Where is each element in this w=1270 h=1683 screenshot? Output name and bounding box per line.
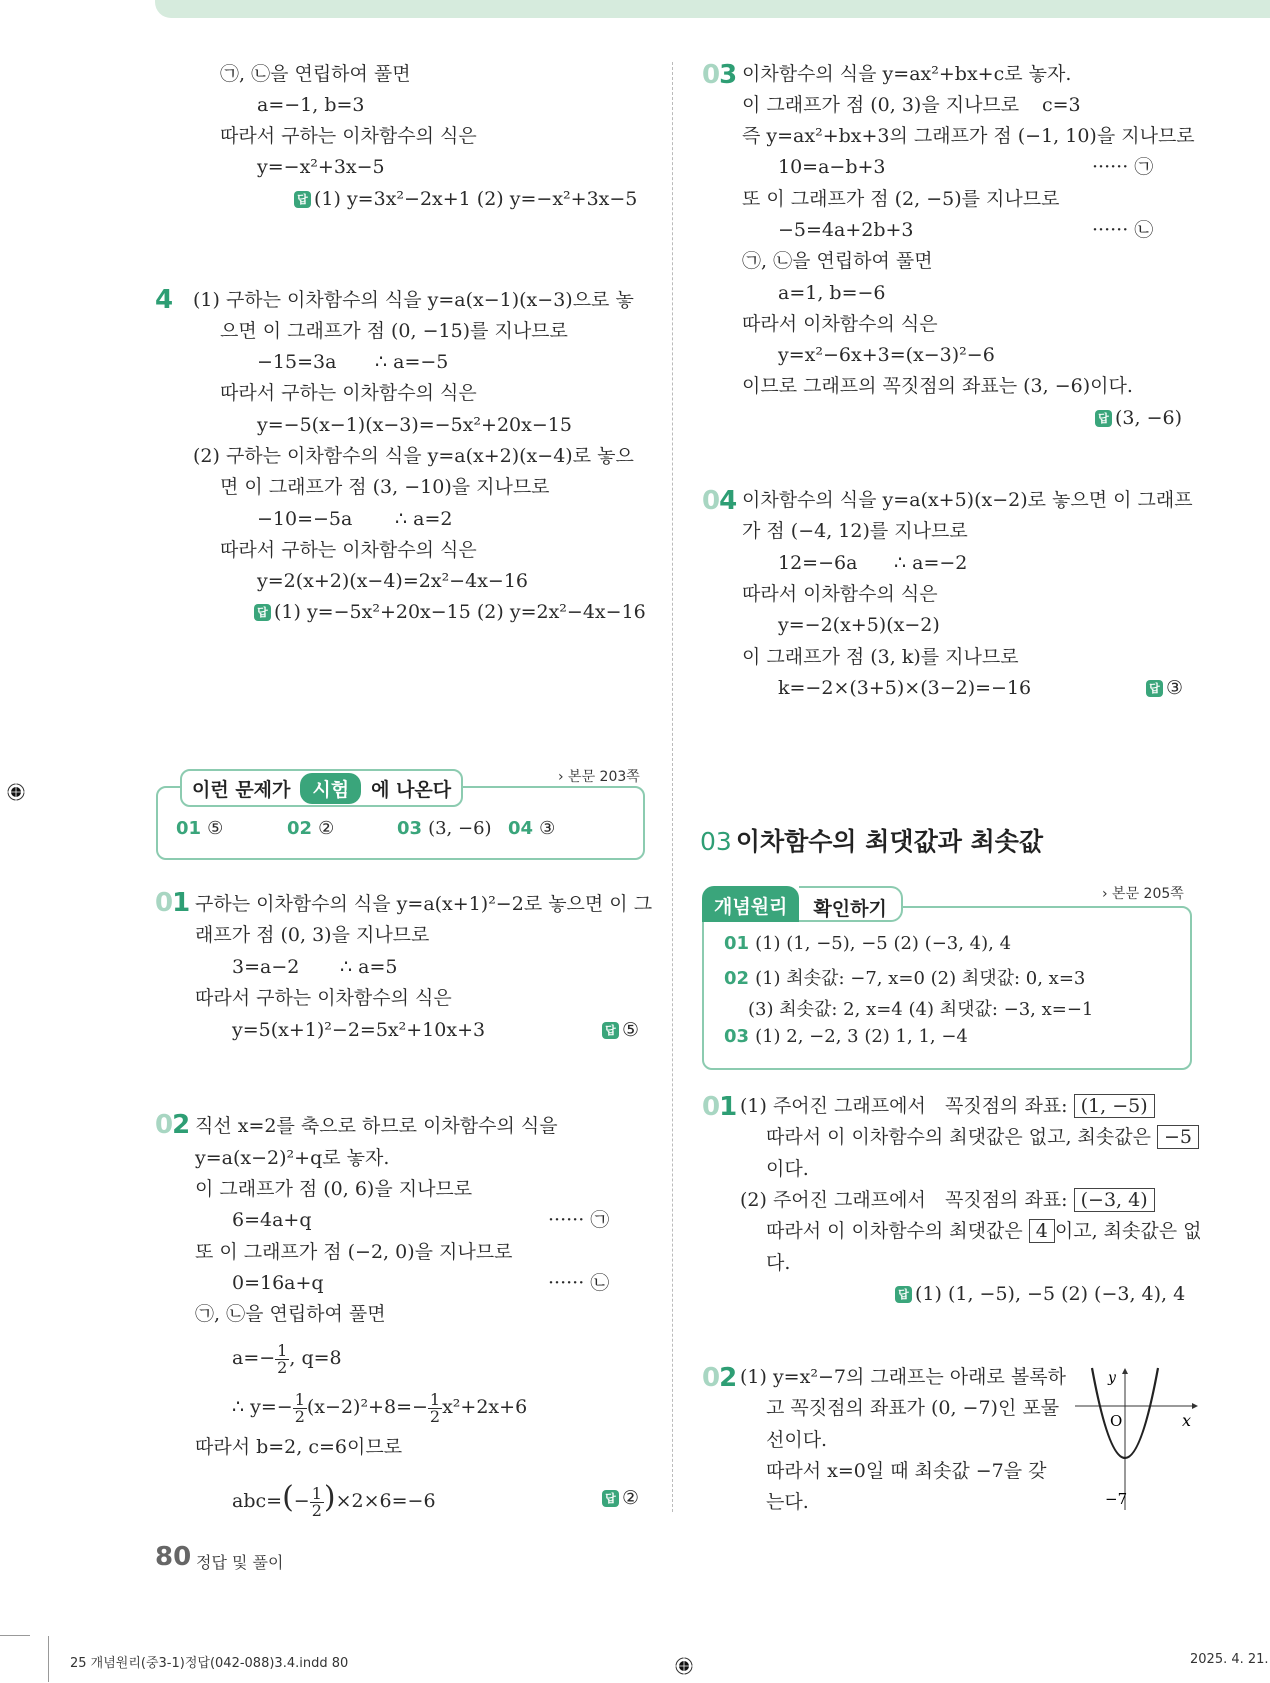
- problem-number: 02: [702, 1363, 737, 1393]
- crop-mark: [0, 1635, 30, 1636]
- equation: ∴ a=−2: [894, 552, 968, 574]
- boxed-value: (1, −5): [1074, 1094, 1155, 1118]
- parabola-graph: [1070, 1360, 1200, 1520]
- answer-badge-icon: 답: [254, 604, 271, 621]
- equation: a=− $\frac{1}{2}$ , q=8: [232, 1340, 342, 1377]
- equation: k=−2×(3+5)×(3−2)=−16: [778, 677, 1032, 699]
- answer-badge-icon: 답: [1146, 680, 1163, 697]
- problem-number: 4: [155, 285, 173, 315]
- equation: y=a(x−2)²+q로 놓자.: [195, 1147, 390, 1169]
- concept-answer: 03 (1) 2, −2, 3 (2) 1, 1, −4: [724, 1026, 968, 1047]
- text-line: 따라서 구하는 이차함수의 식은: [220, 382, 477, 404]
- equation: ∴ a=5: [340, 956, 398, 978]
- answer-line: 답 (1) y=3x²−2x+1 (2) y=−x²+3x−5: [294, 187, 637, 211]
- text-line: 꼭짓점의 좌표: (−3, 4): [945, 1188, 1155, 1212]
- equation: ∴ y=− $\frac{1}{2}$ (x−2)²+8=− $\frac{1}{2}$ x²+2x+6: [232, 1389, 528, 1426]
- equation: 12=−6a: [778, 552, 858, 574]
- equation: 0=16a+q: [232, 1272, 324, 1294]
- answer-badge-icon: 답: [895, 1286, 912, 1303]
- text-line: 이 그래프가 점 (0, 6)을 지나므로: [195, 1178, 473, 1200]
- registration-mark-icon: [674, 1656, 694, 1676]
- equation: −5=4a+2b+3: [778, 219, 914, 241]
- concept-box-title: 개념원리 확인하기: [702, 886, 903, 922]
- answer-line: 답 (1) y=−5x²+20x−15 (2) y=2x²−4x−16: [254, 600, 646, 624]
- text-line: 따라서 구하는 이차함수의 식은: [195, 987, 452, 1009]
- equation-tag: ······ ㉡: [1092, 219, 1154, 241]
- equation: y=−x²+3x−5: [257, 156, 385, 178]
- answer-badge-icon: 답: [1095, 410, 1112, 427]
- page-reference: › 본문 205쪽: [1102, 886, 1184, 902]
- text-line: 이므로 그래프의 꼭짓점의 좌표는 (3, −6)이다.: [742, 375, 1133, 397]
- text-line: 이 그래프가 점 (3, k)를 지나므로: [742, 646, 1019, 668]
- equation: y=−5(x−1)(x−3)=−5x²+20x−15: [257, 414, 572, 436]
- problem-number: 01: [702, 1092, 737, 1122]
- text-line: 다.: [766, 1252, 791, 1274]
- equation: −15=3a: [257, 351, 337, 373]
- equation: y=5(x+1)²−2=5x²+10x+3: [232, 1019, 486, 1041]
- answer-line: 답 ③: [1146, 676, 1183, 700]
- exam-answer: 02 ②: [287, 818, 335, 839]
- answer-line: 답 ⑤: [602, 1018, 639, 1042]
- exam-answer: 01 ⑤: [176, 818, 224, 839]
- page-number: 80: [155, 1542, 192, 1572]
- equation: c=3: [1042, 94, 1081, 116]
- exam-box-title: 이런 문제가 시험 에 나온다: [180, 769, 463, 807]
- text-line: 는다.: [766, 1491, 809, 1513]
- problem-number: 04: [702, 486, 737, 516]
- boxed-value: 4: [1029, 1219, 1055, 1243]
- equation: 6=4a+q: [232, 1209, 312, 1231]
- section-title: 03 이차함수의 최댓값과 최솟값: [700, 827, 1044, 856]
- concept-answer: 01 (1) (1, −5), −5 (2) (−3, 4), 4: [724, 933, 1012, 954]
- equation-tag: ······ ㉠: [548, 1209, 610, 1231]
- answer-line: 답 (1) (1, −5), −5 (2) (−3, 4), 4: [895, 1282, 1185, 1306]
- text-line: 따라서 구하는 이차함수의 식은: [220, 539, 477, 561]
- exam-highlight: 시험: [300, 773, 361, 804]
- registration-mark-icon: [6, 782, 26, 802]
- text-line: 이차함수의 식을 y=ax²+bx+c로 놓자.: [742, 63, 1072, 85]
- boxed-value: (−3, 4): [1074, 1188, 1155, 1212]
- problem-number: 03: [702, 60, 737, 90]
- answer-badge-icon: 답: [602, 1022, 619, 1039]
- problem-number: 01: [155, 888, 190, 918]
- text-line: 따라서 b=2, c=6이므로: [195, 1436, 403, 1458]
- column-divider: [672, 62, 673, 1512]
- equation: abc=(− $\frac{1}{2}$ )×2×6=−6: [232, 1480, 436, 1520]
- equation: −10=−5a: [257, 508, 353, 530]
- equation: y=x²−6x+3=(x−3)²−6: [778, 344, 995, 366]
- text-line: 이다.: [766, 1158, 809, 1180]
- text-line: 따라서 이차함수의 식은: [742, 313, 938, 335]
- text-line: 또 이 그래프가 점 (−2, 0)을 지나므로: [195, 1241, 513, 1263]
- crop-mark: [48, 1636, 49, 1682]
- answer-line: 답 (3, −6): [1095, 406, 1182, 430]
- text-line: 따라서 이 이차함수의 최댓값은 4 이고, 최솟값은 없: [766, 1220, 1202, 1242]
- equation-tag: ······ ㉡: [548, 1272, 610, 1294]
- text-line: 따라서 이 이차함수의 최댓값은 없고, 최솟값은 −5: [766, 1125, 1199, 1149]
- footer-date: 2025. 4. 21.: [1190, 1652, 1269, 1667]
- exam-answer: 03 (3, −6): [397, 818, 492, 839]
- text-line: 으면 이 그래프가 점 (0, −15)를 지나므로: [220, 320, 568, 342]
- text-line: (1) y=x²−7의 그래프는 아래로 볼록하: [740, 1366, 1066, 1388]
- concept-answer: 02 (1) 최솟값: −7, x=0 (2) 최댓값: 0, x=3: [724, 968, 1086, 989]
- problem-number: 02: [155, 1110, 190, 1140]
- text-line: 꼭짓점의 좌표: (1, −5): [945, 1094, 1155, 1118]
- equation: y=2(x+2)(x−4)=2x²−4x−16: [257, 570, 529, 592]
- text-line: 직선 x=2를 축으로 하므로 이차함수의 식을: [195, 1115, 558, 1137]
- text-line: (1) 주어진 그래프에서: [740, 1095, 926, 1117]
- text-line: 따라서 x=0일 때 최솟값 −7을 갖: [766, 1460, 1047, 1482]
- text-line: 가 점 (−4, 12)를 지나므로: [742, 520, 968, 542]
- page-label: 정답 및 풀이: [196, 1553, 284, 1572]
- footer-filename: 25 개념원리(중3-1)정답(042-088)3.4.indd 80: [70, 1656, 349, 1671]
- y-axis-label: y: [1108, 1370, 1116, 1386]
- text-line: 선이다.: [766, 1429, 828, 1451]
- text-line: 래프가 점 (0, 3)을 지나므로: [195, 924, 430, 946]
- answer-badge-icon: 답: [602, 1490, 619, 1507]
- text-line: 이차함수의 식을 y=a(x+5)(x−2)로 놓으면 이 그래프: [742, 489, 1193, 511]
- equation: 10=a−b+3: [778, 156, 886, 178]
- origin-label: O: [1110, 1412, 1123, 1430]
- boxed-value: −5: [1157, 1125, 1199, 1149]
- equation: a=−1, b=3: [257, 94, 365, 116]
- text-line: 즉 y=ax²+bx+3의 그래프가 점 (−1, 10)을 지나므로: [742, 125, 1195, 147]
- answer-line: 답 ②: [602, 1486, 639, 1510]
- text-line: (2) 구하는 이차함수의 식을 y=a(x+2)(x−4)로 놓으: [193, 445, 634, 467]
- equation: 3=a−2: [232, 956, 300, 978]
- vertex-label: −7: [1105, 1490, 1128, 1508]
- text-line: 따라서 구하는 이차함수의 식은: [220, 125, 477, 147]
- text-line: ㉠, ㉡을 연립하여 풀면: [220, 63, 411, 85]
- text-line: ㉠, ㉡을 연립하여 풀면: [742, 250, 933, 272]
- equation: ∴ a=−5: [375, 351, 449, 373]
- text-line: (2) 주어진 그래프에서: [740, 1189, 926, 1211]
- text-line: 고 꼭짓점의 좌표가 (0, −7)인 포물: [766, 1397, 1060, 1419]
- text-line: 이 그래프가 점 (0, 3)을 지나므로: [742, 94, 1020, 116]
- equation: y=−2(x+5)(x−2): [778, 614, 940, 636]
- text-line: 따라서 이차함수의 식은: [742, 583, 938, 605]
- equation: ∴ a=2: [395, 508, 453, 530]
- equation: a=1, b=−6: [778, 282, 886, 304]
- equation-tag: ······ ㉠: [1092, 156, 1154, 178]
- text-line: 면 이 그래프가 점 (3, −10)을 지나므로: [220, 476, 550, 498]
- text-line: ㉠, ㉡을 연립하여 풀면: [195, 1303, 386, 1325]
- text-line: 구하는 이차함수의 식을 y=a(x+1)²−2로 놓으면 이 그: [195, 893, 653, 915]
- x-axis-label: x: [1182, 1411, 1192, 1430]
- answer-badge-icon: 답: [294, 191, 311, 208]
- exam-answer: 04 ③: [508, 818, 556, 839]
- page-reference: › 본문 203쪽: [558, 769, 640, 785]
- top-band: [155, 0, 1270, 18]
- text-line: (1) 구하는 이차함수의 식을 y=a(x−1)(x−3)으로 놓: [193, 289, 634, 311]
- text-line: 또 이 그래프가 점 (2, −5)를 지나므로: [742, 188, 1060, 210]
- concept-answer: (3) 최솟값: 2, x=4 (4) 최댓값: −3, x=−1: [748, 999, 1094, 1020]
